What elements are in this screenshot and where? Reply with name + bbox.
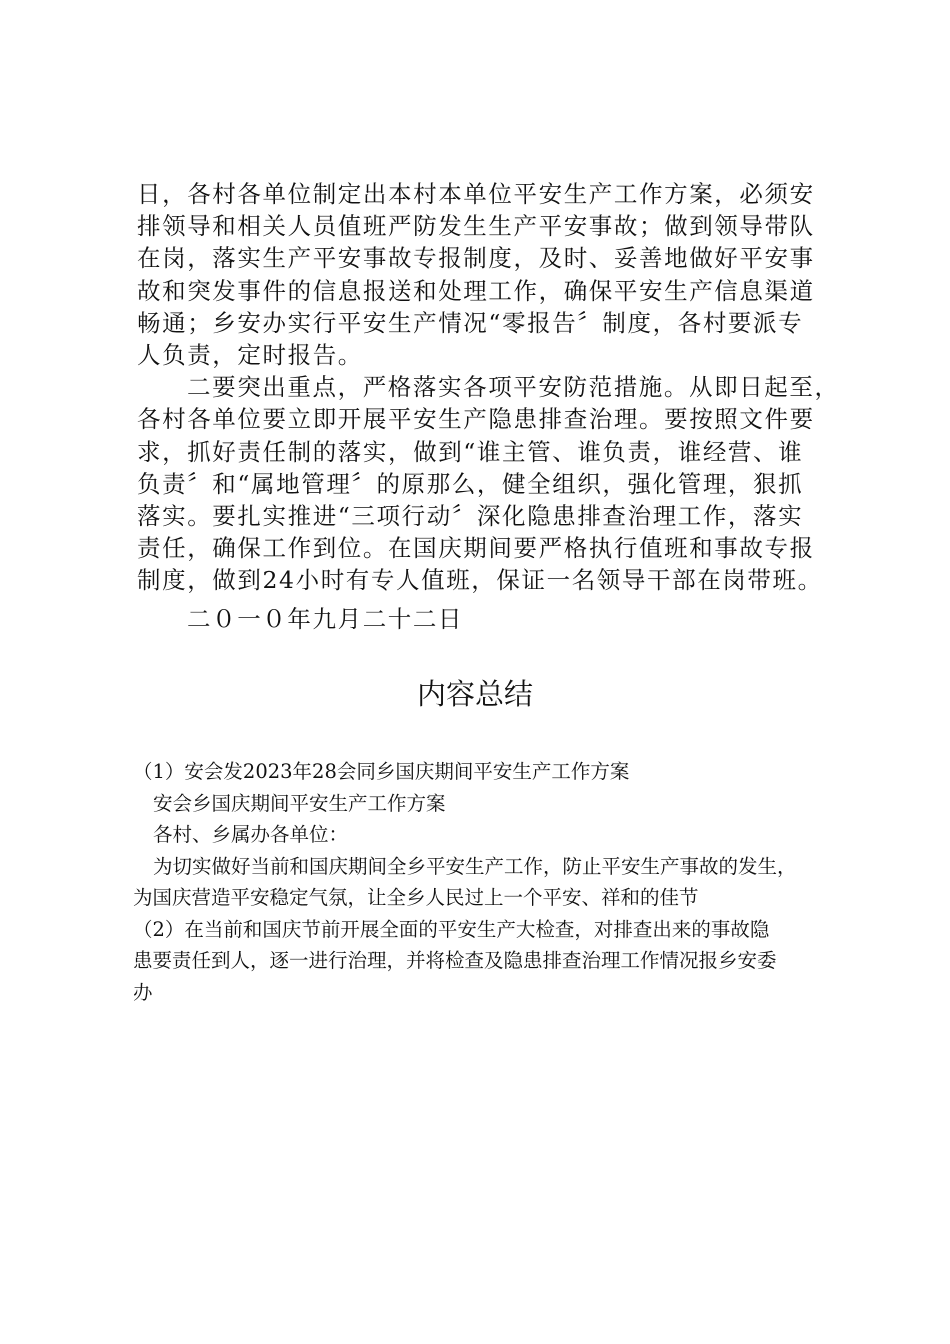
body-line: 制度，做到24小时有专人值班，保证一名领导干部在岗带班。: [137, 566, 823, 595]
body-line: 负责〞和“属地管理〞的原那么，健全组织，强化管理，狠抓: [137, 469, 804, 498]
body-line: 求，抓好责任制的落实，做到“谁主管、谁负责，谁经营、谁: [137, 437, 804, 466]
summary-line: 各村、乡属办各单位：: [153, 823, 349, 846]
body-line: 落实。要扎实推进“三项行动〞深化隐患排查治理工作，落实: [137, 502, 804, 531]
body-line: 排领导和相关人员值班严防发生生产平安事故；做到领导带队: [137, 212, 815, 241]
summary-line: （1）安会发2023年28会同乡国庆期间平安生产工作方案: [133, 760, 630, 783]
document-body: [137, 178, 840, 597]
body-line: 各村各单位要立即开展平安生产隐患排查治理。要按照文件要: [137, 405, 815, 434]
summary-line: 办: [133, 980, 153, 1004]
summary-title: 内容总结: [416, 677, 533, 711]
summary-line: （2）在当前和国庆节前开展全面的平安生产大检查，对排查出来的事故隐: [133, 917, 770, 941]
summary-line: 为国庆营造平安稳定气氛，让全乡人民过上一个平安、祥和的佳节: [133, 886, 699, 909]
body-line: 二要突出重点，严格落实各项平安防范措施。从即日起至，: [187, 373, 840, 402]
summary-body: [133, 756, 853, 1008]
body-line: 故和突发事件的信息报送和处理工作，确保平安生产信息渠道: [137, 276, 815, 305]
body-line: 人负责，定时报告。: [137, 341, 363, 370]
document-date: 二０一０年九月二十二日: [187, 605, 464, 633]
summary-line: 患要责任到人，逐一进行治理，并将检查及隐患排查治理工作情况报乡安委: [133, 949, 777, 972]
body-line: 在岗，落实生产平安事故专报制度，及时、妥善地做好平安事: [137, 244, 815, 273]
summary-line: 为切实做好当前和国庆期间全乡平安生产工作，防止平安生产事故的发生，: [153, 854, 797, 878]
body-line: 日，各村各单位制定出本村本单位平安生产工作方案，必须安: [137, 180, 815, 208]
summary-line: 安会乡国庆期间平安生产工作方案: [153, 791, 446, 815]
body-line: 责任，确保工作到位。在国庆期间要严格执行值班和事故专报: [137, 534, 815, 563]
body-line: 畅通；乡安办实行平安生产情况“零报告〞制度，各村要派专: [137, 308, 804, 337]
